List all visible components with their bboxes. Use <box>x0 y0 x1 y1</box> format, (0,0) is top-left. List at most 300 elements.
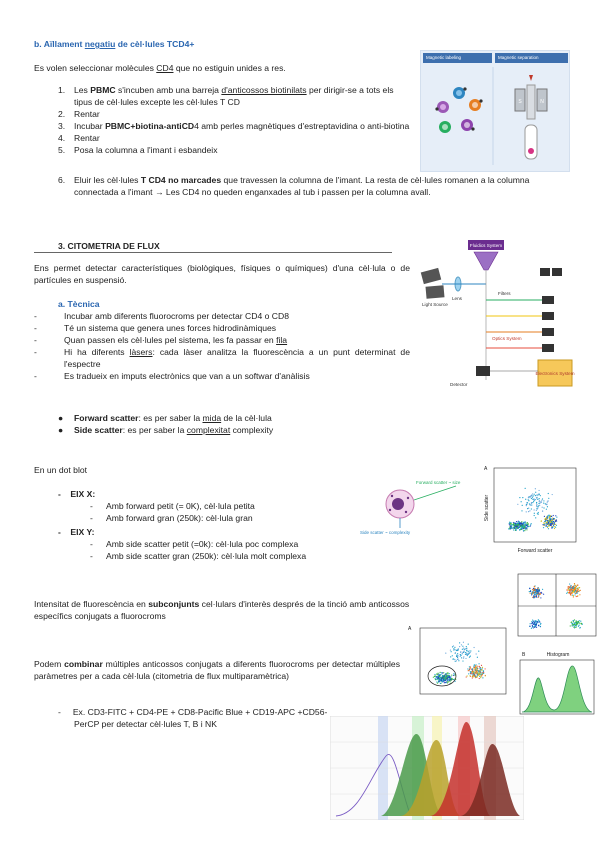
scatter-dot <box>576 593 577 594</box>
scatter-dot <box>529 626 530 627</box>
scatter-dot <box>521 501 522 502</box>
scatter-dot <box>548 498 549 499</box>
scatter-dot <box>466 648 467 649</box>
scatter-dot <box>540 624 541 625</box>
scatter-dot <box>513 524 514 525</box>
scatter-dot <box>555 515 556 516</box>
scatter-dot <box>459 642 460 643</box>
scatter-dot <box>534 597 535 598</box>
scatter-dot <box>439 674 440 675</box>
scatter-dot <box>539 494 540 495</box>
scatter-dot <box>473 647 474 648</box>
scatter-dot <box>537 495 538 496</box>
scatter-dot <box>466 654 467 655</box>
scatter-dot <box>533 501 534 502</box>
scatter-dot <box>580 621 581 622</box>
scatter-dot <box>463 658 464 659</box>
scatter-dot <box>521 510 522 511</box>
scatter-dot <box>569 591 570 592</box>
scatter-dot <box>447 679 448 680</box>
scatter-dot <box>436 681 437 682</box>
scatter-dot <box>548 522 549 523</box>
scatter-dot <box>441 672 442 673</box>
scatter-dot <box>481 672 482 673</box>
scatter-dot <box>538 503 539 504</box>
scatter-dot <box>540 597 541 598</box>
step-5: 5. Posa la columna a l'imant i esbandeix <box>58 145 218 155</box>
scatter-dot <box>529 591 530 592</box>
scatter-dot <box>531 503 532 504</box>
scatter-dot <box>438 675 439 676</box>
scatter-dot <box>550 518 551 519</box>
scatter-dot <box>480 671 481 672</box>
scatter-dot <box>535 621 536 622</box>
scatter-dot <box>542 511 543 512</box>
scatter-dot <box>516 527 517 528</box>
scatter-dot <box>526 502 527 503</box>
scatter-dot <box>477 669 478 670</box>
scatter-dot <box>509 524 510 525</box>
scatter-dot <box>531 621 532 622</box>
scatter-dot <box>579 587 580 588</box>
scatter-dot <box>510 522 511 523</box>
scatter-dot <box>511 523 512 524</box>
scatter-dot <box>453 673 454 674</box>
scatter-dot <box>478 671 479 672</box>
technique-bullet: - Incubar amb diferents fluorocroms per detectar CD4 o CD8 <box>34 311 289 321</box>
scatter-dot <box>452 655 453 656</box>
scatter-dot <box>475 667 476 668</box>
scatter-dot <box>456 660 457 661</box>
scatter-dot <box>541 502 542 503</box>
scatter-dot <box>461 657 462 658</box>
scatter-dot <box>525 499 526 500</box>
scatter-dot <box>454 649 455 650</box>
detector-label: Detector <box>450 382 468 387</box>
scatter-dot <box>576 591 577 592</box>
scatter-dot <box>534 588 535 589</box>
scatter-dot <box>547 516 548 517</box>
scatter-dot <box>528 500 529 501</box>
scatter-dot <box>524 527 525 528</box>
scatter-dot <box>532 626 533 627</box>
scatter-dot <box>547 526 548 527</box>
combine-example: - Ex. CD3-FITC + CD4-PE + CD8-Pacific Blue + CD19-APC +CD56-PerCP per detectar cèl·lules T, B i NK <box>58 707 328 729</box>
scatter-dot <box>483 673 484 674</box>
scatter-dot <box>462 646 463 647</box>
scatter-dot <box>468 653 469 654</box>
scatter-dot <box>477 657 478 658</box>
histogram <box>508 650 598 722</box>
scatter-dot <box>460 656 461 657</box>
scatter-dot <box>458 659 459 660</box>
scatter-dot <box>572 624 573 625</box>
scatter-dot <box>543 503 544 504</box>
scatter-dot <box>530 590 531 591</box>
scatter-dot <box>528 526 529 527</box>
combine-paragraph: Podem combinar múltiples anticossos conjugats a diferents fluorocroms per detectar múltiples paràmetres per a cada cèl·lula (citometria de flux multiparamètrica) <box>34 659 400 681</box>
scatter-dot <box>460 652 461 653</box>
scatter-dot <box>515 529 516 530</box>
magnet-s: S <box>518 99 522 105</box>
scatter-dot <box>548 514 549 515</box>
scatter-dot <box>481 675 482 676</box>
fluorochrome-spectrum-chart <box>330 716 524 820</box>
scatter-dot <box>524 530 525 531</box>
scatter-dot <box>574 594 575 595</box>
scatter-dot <box>526 505 527 506</box>
scatter-dot <box>535 625 536 626</box>
scatter-dot <box>512 528 513 529</box>
scatter-dot <box>473 673 474 674</box>
scatter-dot <box>531 508 532 509</box>
scatter-dot <box>456 655 457 656</box>
scatter-dot <box>573 596 574 597</box>
scatter-dot <box>533 495 534 496</box>
scatter-dot <box>520 528 521 529</box>
scatter-dot <box>537 499 538 500</box>
scatter-dot <box>464 649 465 650</box>
scatter-dot <box>547 501 548 502</box>
scatter-dot <box>572 591 573 592</box>
scatter-dot <box>464 651 465 652</box>
axis-x-items <box>90 500 255 524</box>
scatter-dot <box>468 644 469 645</box>
scatter-dot <box>536 508 537 509</box>
scatter-dot <box>438 674 439 675</box>
scatter-dot <box>542 507 543 508</box>
scatter-dot <box>537 621 538 622</box>
scatter-dot <box>576 626 577 627</box>
scatter-dot <box>467 675 468 676</box>
scatter-dot <box>525 488 526 489</box>
technique-bullets <box>34 310 410 382</box>
scatter-dot <box>458 649 459 650</box>
side-scatter-item: ● Side scatter: es per saber la complexitat complexity <box>58 425 274 435</box>
scatter-dot <box>449 676 450 677</box>
scatter-dot <box>554 522 555 523</box>
scatter-dot <box>546 519 547 520</box>
scatter-dot <box>515 523 516 524</box>
light-source-label: Light Source <box>422 302 448 307</box>
scatter-dot <box>552 527 553 528</box>
scatter-dot <box>566 589 567 590</box>
scatter-dot <box>569 586 570 587</box>
scatter-dot <box>517 504 518 505</box>
scatter-dot <box>553 521 554 522</box>
scatter-dot <box>516 521 517 522</box>
magnet-column <box>515 75 547 159</box>
scatter-dot <box>457 653 458 654</box>
scatter-dot <box>472 670 473 671</box>
scatter-dot <box>546 504 547 505</box>
scatter-dot <box>469 669 470 670</box>
scatter-dot <box>548 528 549 529</box>
scatter-dot <box>568 588 569 589</box>
scatter-dot <box>481 669 482 670</box>
step-2: 2. Rentar <box>58 109 100 119</box>
scatter-dot <box>437 676 438 677</box>
scatter-dot <box>531 495 532 496</box>
scatter-dot <box>482 670 483 671</box>
scatter-dot <box>479 666 480 667</box>
scatter-dot <box>542 589 543 590</box>
scatter-dot <box>530 525 531 526</box>
axis-y-item: - Amb side scatter gran (250k): cèl·lula molt complexa <box>90 551 307 561</box>
scatter-dot <box>536 506 537 507</box>
scatter-dot <box>553 515 554 516</box>
scatter-dot <box>539 498 540 499</box>
scatter-dot <box>578 622 579 623</box>
scatter-dot <box>520 522 521 523</box>
scatter-dot <box>453 645 454 646</box>
cell-scatter-illustration <box>356 474 466 538</box>
scatter-dot <box>463 656 464 657</box>
scatter-dot <box>545 521 546 522</box>
scatter-dot <box>483 671 484 672</box>
scatter-dot <box>480 677 481 678</box>
scatter-dot <box>529 510 530 511</box>
scatter-dot <box>577 588 578 589</box>
scatter-dot <box>556 516 557 517</box>
scatter-dot <box>531 593 532 594</box>
scatter-dot <box>552 494 553 495</box>
scatter-dot <box>551 523 552 524</box>
scatter-dot <box>478 651 479 652</box>
scatter-dot <box>474 675 475 676</box>
scatter-dot <box>566 593 567 594</box>
intensity-paragraph: Intensitat de fluorescència en subconjunts cel·lulars d'interès després de la tinció amb anticossos específics conjugats a fluorocroms <box>34 599 410 621</box>
scatter-dot <box>549 520 550 521</box>
scatter-dot <box>452 646 453 647</box>
forward-side-scatter-plot <box>480 462 580 556</box>
scatter-dot <box>447 682 448 683</box>
scatter-dot <box>523 522 524 523</box>
scatter-dot <box>537 513 538 514</box>
scatter-dot <box>548 493 549 494</box>
scatter-dot <box>447 677 448 678</box>
section-3-sub-a: a. Tècnica <box>58 299 100 309</box>
scatter-dot <box>444 675 445 676</box>
scatter-dot <box>469 650 470 651</box>
scatter-dot <box>509 522 510 523</box>
section-b-steps <box>58 84 410 156</box>
scatter-dot <box>569 588 570 589</box>
scatter-dot <box>533 499 534 500</box>
scatter-dot <box>466 650 467 651</box>
scatter-dot <box>440 672 441 673</box>
scatter-dot <box>577 595 578 596</box>
scatter-dot <box>437 678 438 679</box>
scatter-dot <box>466 676 467 677</box>
scatter-dot <box>534 509 535 510</box>
scatter-dot <box>435 677 436 678</box>
scatter-dot <box>474 669 475 670</box>
scatter-dot <box>574 624 575 625</box>
scatter-dot <box>527 503 528 504</box>
scatter-dot <box>544 516 545 517</box>
scatter-dot <box>533 621 534 622</box>
scatter-dot <box>508 528 509 529</box>
scatter-dot <box>574 583 575 584</box>
scatter-dot <box>449 680 450 681</box>
scatter-dot <box>549 525 550 526</box>
scatter-dot <box>451 674 452 675</box>
scatter-dot <box>453 648 454 649</box>
scatter-dot <box>556 519 557 520</box>
scatter-dot <box>570 594 571 595</box>
histogram-letter: B <box>522 652 526 658</box>
quadrant-plot <box>506 568 600 644</box>
scatter-dot <box>434 676 435 677</box>
scatter-dot <box>473 666 474 667</box>
scatter-dot <box>571 622 572 623</box>
scatter-dot <box>523 523 524 524</box>
scatter-dot <box>537 593 538 594</box>
scatter-dot <box>573 586 574 587</box>
magnet-n: N <box>540 99 544 105</box>
scatter-dot <box>528 507 529 508</box>
scatter-dot <box>578 626 579 627</box>
scatter-dot <box>536 510 537 511</box>
scatter-dot <box>575 622 576 623</box>
technique-bullet: - Es tradueix en imputs electrònics que van a un softwar d'anàlisis <box>34 371 310 381</box>
scatter-dot <box>475 665 476 666</box>
scatter-dot <box>448 672 449 673</box>
optics-label: Optics System <box>492 336 522 341</box>
scatter-dot <box>554 523 555 524</box>
scatter-dot <box>443 677 444 678</box>
scatter-dot <box>522 497 523 498</box>
scatter-dot <box>441 679 442 680</box>
scatter-dot <box>569 583 570 584</box>
scatter-dot <box>528 511 529 512</box>
forward-scatter-item: ● Forward scatter: es per saber la mida de la cèl·lula <box>58 413 272 423</box>
scatter-dot <box>532 619 533 620</box>
scatter-dot <box>466 646 467 647</box>
scatter-dot <box>541 500 542 501</box>
scatter-dot <box>530 497 531 498</box>
scatter-dot <box>536 502 537 503</box>
scatter-dot <box>518 526 519 527</box>
scatter-dot <box>569 590 570 591</box>
scatter-dot <box>514 528 515 529</box>
scatter-dot <box>535 517 536 518</box>
scatter-dot <box>479 667 480 668</box>
scatter-dot <box>533 624 534 625</box>
scatter-dot <box>577 585 578 586</box>
scatter-dot <box>524 525 525 526</box>
scatter-dot <box>536 593 537 594</box>
scatter-dot <box>469 666 470 667</box>
scatter-dot <box>477 676 478 677</box>
scatter-dot <box>573 627 574 628</box>
scatter-dot <box>474 673 475 674</box>
scatter-dot <box>521 521 522 522</box>
scatter-dot <box>532 625 533 626</box>
scatter-dot <box>482 667 483 668</box>
scatter-dot <box>538 620 539 621</box>
scatter-dot <box>445 678 446 679</box>
scatter-dot <box>470 652 471 653</box>
scatter-dot <box>442 681 443 682</box>
scatter-dot <box>479 678 480 679</box>
scatter-dot <box>571 592 572 593</box>
scatter-dot <box>531 628 532 629</box>
scatter-dot <box>526 511 527 512</box>
scatter-dot <box>467 668 468 669</box>
scatter-dot <box>553 524 554 525</box>
scatter-dot <box>552 517 553 518</box>
scatter-dot <box>532 592 533 593</box>
scatter-dot <box>536 596 537 597</box>
electronics-label: Electronics System <box>535 371 575 376</box>
scatter-dot <box>476 677 477 678</box>
scatter-dot <box>440 683 441 684</box>
scatter-dot <box>446 678 447 679</box>
scatter-dot <box>472 677 473 678</box>
scatter-dot <box>579 625 580 626</box>
scatter-dot <box>463 648 464 649</box>
scatter-dot <box>534 586 535 587</box>
scatter-dot <box>534 596 535 597</box>
scatter-dot <box>444 676 445 677</box>
scatter-dot <box>468 673 469 674</box>
scatter-dot <box>574 584 575 585</box>
scatter-dot <box>457 656 458 657</box>
scatter-dot <box>518 524 519 525</box>
scatter-dot <box>463 652 464 653</box>
scatter-dot <box>533 627 534 628</box>
scatter-dot <box>574 588 575 589</box>
scatter-dot <box>535 592 536 593</box>
scatter-dot <box>570 585 571 586</box>
scatter-dot <box>532 497 533 498</box>
scatter-dot <box>551 522 552 523</box>
scatter-dot <box>538 505 539 506</box>
scatter-dot <box>530 505 531 506</box>
scatter-dot <box>554 528 555 529</box>
scatter-dot <box>539 502 540 503</box>
axis-x-item: - Amb forward petit (= 0K), cèl·lula petita <box>90 501 255 511</box>
scatter-dot <box>547 501 548 502</box>
scatter-dot <box>572 590 573 591</box>
scatter-dot <box>538 512 539 513</box>
scatter-dot <box>543 525 544 526</box>
scatter-dot <box>521 526 522 527</box>
scatter-dot <box>567 586 568 587</box>
scatter-dot <box>538 597 539 598</box>
scatter-dot <box>575 589 576 590</box>
scatter-dot <box>470 650 471 651</box>
scatter-dot <box>519 529 520 530</box>
fluidics-label: Fluidics System <box>469 243 503 248</box>
scatter-dot <box>476 671 477 672</box>
scatter-dot <box>472 673 473 674</box>
scatter-dot <box>433 677 434 678</box>
scatter-dot <box>554 519 555 520</box>
magnetic-separation-figure <box>420 50 570 172</box>
scatter-dot <box>469 668 470 669</box>
scatter-dot <box>455 661 456 662</box>
scatter-dot <box>461 644 462 645</box>
scatter-dot <box>436 679 437 680</box>
scatter-dot <box>537 591 538 592</box>
scatter-dot <box>453 679 454 680</box>
scatter-dot <box>468 652 469 653</box>
flow-cytometer-diagram <box>418 240 578 394</box>
scatter-dot <box>460 655 461 656</box>
